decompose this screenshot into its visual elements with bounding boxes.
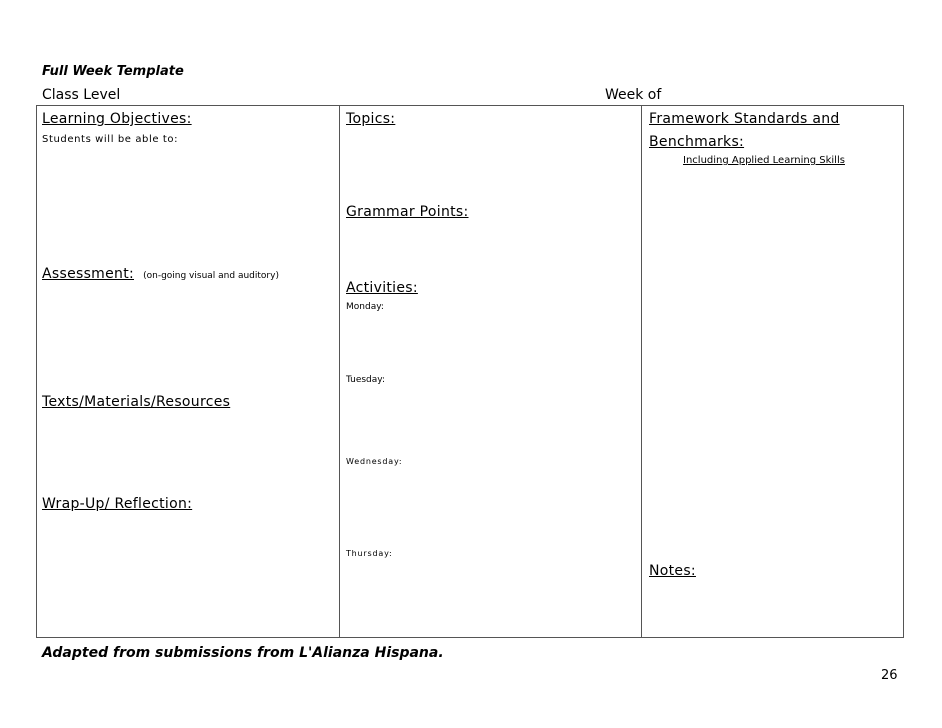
tuesday-label: Tuesday: — [346, 375, 385, 385]
week-of-label: Week of — [605, 87, 662, 103]
applied-learning-skills-text: Including Applied Learning Skills — [683, 155, 845, 166]
template-table — [36, 105, 904, 638]
learning-objectives-heading: Learning Objectives: — [42, 111, 192, 127]
students-able-text: Students will be able to: — [42, 134, 179, 145]
wednesday-label: Wednesday: — [346, 457, 403, 466]
assessment-row — [42, 263, 279, 282]
monday-label: Monday: — [346, 302, 384, 312]
framework-heading-line2: Benchmarks: — [649, 134, 745, 150]
topics-heading: Topics: — [346, 111, 396, 127]
framework-heading-line1: Framework Standards and — [649, 111, 840, 127]
thursday-label: Thursday: — [346, 549, 393, 558]
assessment-heading: Assessment: — [42, 266, 134, 282]
page-title: Full Week Template — [42, 64, 184, 79]
notes-heading: Notes: — [649, 563, 696, 579]
column-divider-2 — [641, 105, 642, 638]
grammar-points-heading: Grammar Points: — [346, 204, 469, 220]
class-level-label: Class Level — [42, 87, 121, 103]
page-number: 26 — [881, 668, 898, 683]
column-divider-1 — [339, 105, 340, 638]
assessment-note: (on-going visual and auditory) — [143, 271, 279, 281]
activities-heading: Activities: — [346, 280, 418, 296]
adapted-from-note: Adapted from submissions from L'Alianza Hispana. — [42, 645, 444, 661]
wrap-up-heading: Wrap-Up/ Reflection: — [42, 496, 193, 512]
texts-materials-heading: Texts/Materials/Resources — [42, 394, 231, 410]
